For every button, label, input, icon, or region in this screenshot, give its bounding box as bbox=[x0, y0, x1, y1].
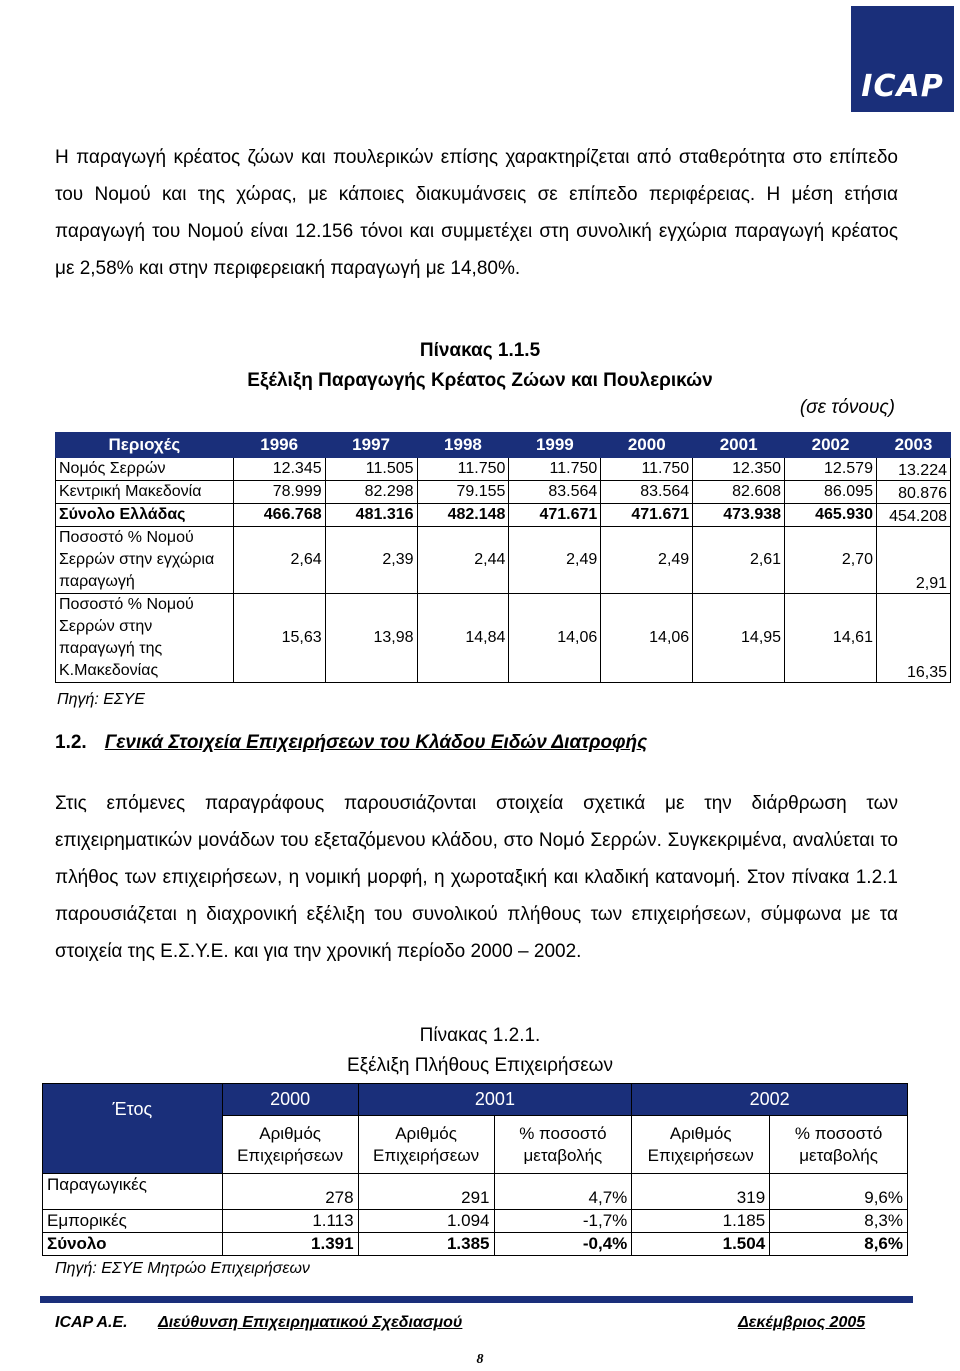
table-row bbox=[56, 594, 951, 683]
table-cell: 80.876 bbox=[876, 481, 950, 504]
table-cell: 1.094 bbox=[358, 1210, 494, 1233]
section-paragraph: Στις επόμενες παραγράφους παρουσιάζονται στοιχεία σχετικά με την διάρθρωση των επιχειρηματικών μονάδων του εξεταζόμενου κλάδου, στο Νομό Σερρών. Συγκεκριμένα, αναλύεται το πλήθος των επιχειρήσεων, η νομική μορφή, η χωροταξική και κλαδική κατανομή. Στον πίνακα 1.2.1 παρουσιάζεται η διαχρονική εξέλιξη του συνολικού πλήθους των επιχειρήσεων, σύμφωνα με τα στοιχεία της Ε.Σ.Υ.Ε. και για την χρονική περίοδο 2000 – 2002. bbox=[55, 793, 898, 962]
table-cell: 14,84 bbox=[417, 594, 509, 683]
table-cell: 11.750 bbox=[417, 458, 509, 481]
subheader: Αριθμός Επιχειρήσεων bbox=[222, 1116, 358, 1174]
row-label: Κεντρική Μακεδονία bbox=[56, 481, 234, 504]
col-header: Περιοχές bbox=[56, 433, 234, 458]
section-number: 1.2. bbox=[55, 732, 87, 753]
enterprises-table bbox=[42, 1083, 908, 1256]
table-cell: 2,39 bbox=[325, 527, 417, 594]
table-cell: 319 bbox=[632, 1174, 770, 1210]
footer-department: Διεύθυνση Επιχειρηματικού Σχεδιασμού bbox=[158, 1314, 463, 1331]
table-cell: 481.316 bbox=[325, 504, 417, 527]
table-row bbox=[56, 481, 951, 504]
table-cell: 454.208 bbox=[876, 504, 950, 527]
table-row bbox=[56, 527, 951, 594]
table2-source: Πηγή: ΕΣΥΕ Μητρώο Επιχειρήσεων bbox=[55, 1260, 310, 1277]
col-header: 2002 bbox=[785, 433, 877, 458]
col-header: 2003 bbox=[876, 433, 950, 458]
row-label: Παραγωγικές bbox=[43, 1174, 223, 1210]
table-cell: 278 bbox=[222, 1174, 358, 1210]
section-heading bbox=[55, 732, 647, 754]
table-cell: 83.564 bbox=[509, 481, 601, 504]
table-cell: 473.938 bbox=[693, 504, 785, 527]
table1-header-row bbox=[56, 433, 951, 458]
year-2002: 2002 bbox=[632, 1084, 908, 1116]
table1-number: Πίνακας 1.1.5 bbox=[419, 340, 541, 361]
col-header: 1997 bbox=[325, 433, 417, 458]
table-cell: 12.350 bbox=[693, 458, 785, 481]
table-cell: 12.579 bbox=[785, 458, 877, 481]
table-cell: 83.564 bbox=[601, 481, 693, 504]
table-cell: 471.671 bbox=[509, 504, 601, 527]
table-cell: 4,7% bbox=[494, 1174, 632, 1210]
table-cell: 1.113 bbox=[222, 1210, 358, 1233]
table-row bbox=[56, 504, 951, 527]
table-cell: 11.505 bbox=[325, 458, 417, 481]
table-cell: 12.345 bbox=[233, 458, 325, 481]
table-cell: 466.768 bbox=[233, 504, 325, 527]
table-cell: 9,6% bbox=[770, 1174, 908, 1210]
table-cell: 11.750 bbox=[509, 458, 601, 481]
table-cell: 1.504 bbox=[632, 1233, 770, 1256]
subheader: Αριθμός Επιχειρήσεων bbox=[358, 1116, 494, 1174]
table-cell: -1,7% bbox=[494, 1210, 632, 1233]
table-cell: 15,63 bbox=[233, 594, 325, 683]
table2-year-row bbox=[43, 1084, 908, 1116]
table-cell: 82.608 bbox=[693, 481, 785, 504]
table-cell: 2,64 bbox=[233, 527, 325, 594]
year-header: Έτος bbox=[43, 1084, 223, 1174]
intro-paragraph: Η παραγωγή κρέατος ζώων και πουλερικών επίσης χαρακτηρίζεται από σταθερότητα στο επίπεδο του Νομού και της χώρας, με κάποιες διακυμάνσεις σε επίπεδο περιφέρειας. Η μέση ετήσια παραγωγή του Νομού είναι 12.156 τόνοι και συμμετέχει στη συνολική εγχώρια παραγωγή κρέατος με 2,58% και στην περιφερειακή παραγωγή με 14,80%. bbox=[55, 147, 898, 279]
table-cell: 2,49 bbox=[509, 527, 601, 594]
footer-date: Δεκέμβριος 2005 bbox=[738, 1314, 866, 1331]
col-header: 1998 bbox=[417, 433, 509, 458]
table-cell: 2,91 bbox=[876, 527, 950, 594]
col-header: 2000 bbox=[601, 433, 693, 458]
subheader: % ποσοστό μεταβολής bbox=[770, 1116, 908, 1174]
table-cell: 482.148 bbox=[417, 504, 509, 527]
table-cell: 11.750 bbox=[601, 458, 693, 481]
production-table bbox=[55, 432, 951, 683]
table-cell: 79.155 bbox=[417, 481, 509, 504]
col-header: 2001 bbox=[693, 433, 785, 458]
table-cell: -0,4% bbox=[494, 1233, 632, 1256]
col-header: 1996 bbox=[233, 433, 325, 458]
table-cell: 2,61 bbox=[693, 527, 785, 594]
table1-unit: (σε τόνους) bbox=[799, 397, 895, 418]
subheader: Αριθμός Επιχειρήσεων bbox=[632, 1116, 770, 1174]
page-number: 8 bbox=[476, 1352, 484, 1367]
table-cell: 78.999 bbox=[233, 481, 325, 504]
table1-source: Πηγή: ΕΣΥΕ bbox=[57, 691, 145, 708]
table-cell: 8,6% bbox=[770, 1233, 908, 1256]
row-label: Σύνολο Ελλάδας bbox=[56, 504, 234, 527]
footer-company: ICAP A.E. bbox=[55, 1314, 128, 1331]
table-cell: 471.671 bbox=[601, 504, 693, 527]
table1-title: Εξέλιξη Παραγωγής Κρέατος Ζώων και Πουλερικών bbox=[247, 370, 713, 391]
table-cell: 1.385 bbox=[358, 1233, 494, 1256]
row-label: Εμπορικές bbox=[43, 1210, 223, 1233]
table-cell: 291 bbox=[358, 1174, 494, 1210]
table-cell: 13,98 bbox=[325, 594, 417, 683]
table-row bbox=[43, 1174, 908, 1210]
table-row bbox=[43, 1210, 908, 1233]
table-cell: 465.930 bbox=[785, 504, 877, 527]
row-label: Ποσοστό % Νομού Σερρών στην παραγωγή της Κ.Μακεδονίας bbox=[56, 594, 234, 683]
table-cell: 2,70 bbox=[785, 527, 877, 594]
table-cell: 86.095 bbox=[785, 481, 877, 504]
year-2001: 2001 bbox=[358, 1084, 632, 1116]
row-label: Ποσοστό % Νομού Σερρών στην εγχώρια παραγωγή bbox=[56, 527, 234, 594]
row-label: Σύνολο bbox=[43, 1233, 223, 1256]
table-cell: 1.391 bbox=[222, 1233, 358, 1256]
section-title: Γενικά Στοιχεία Επιχειρήσεων του Κλάδου Ειδών Διατροφής bbox=[104, 732, 648, 753]
icap-logo bbox=[851, 6, 954, 112]
col-header: 1999 bbox=[509, 433, 601, 458]
table-row bbox=[43, 1233, 908, 1256]
table-cell: 14,06 bbox=[509, 594, 601, 683]
table-cell: 8,3% bbox=[770, 1210, 908, 1233]
footer-rule bbox=[40, 1296, 913, 1303]
table-cell: 2,49 bbox=[601, 527, 693, 594]
subheader: % ποσοστό μεταβολής bbox=[494, 1116, 632, 1174]
table-row bbox=[56, 458, 951, 481]
table-cell: 82.298 bbox=[325, 481, 417, 504]
table-cell: 14,95 bbox=[693, 594, 785, 683]
table-cell: 1.185 bbox=[632, 1210, 770, 1233]
table-cell: 14,61 bbox=[785, 594, 877, 683]
table-cell: 16,35 bbox=[876, 594, 950, 683]
row-label: Νομός Σερρών bbox=[56, 458, 234, 481]
year-2000: 2000 bbox=[222, 1084, 358, 1116]
logo-text: ICAP bbox=[861, 69, 944, 104]
table-cell: 2,44 bbox=[417, 527, 509, 594]
table2-title: Εξέλιξη Πλήθους Επιχειρήσεων bbox=[346, 1055, 614, 1076]
table-cell: 14,06 bbox=[601, 594, 693, 683]
table2-number: Πίνακας 1.2.1. bbox=[419, 1025, 541, 1046]
table-cell: 13.224 bbox=[876, 458, 950, 481]
